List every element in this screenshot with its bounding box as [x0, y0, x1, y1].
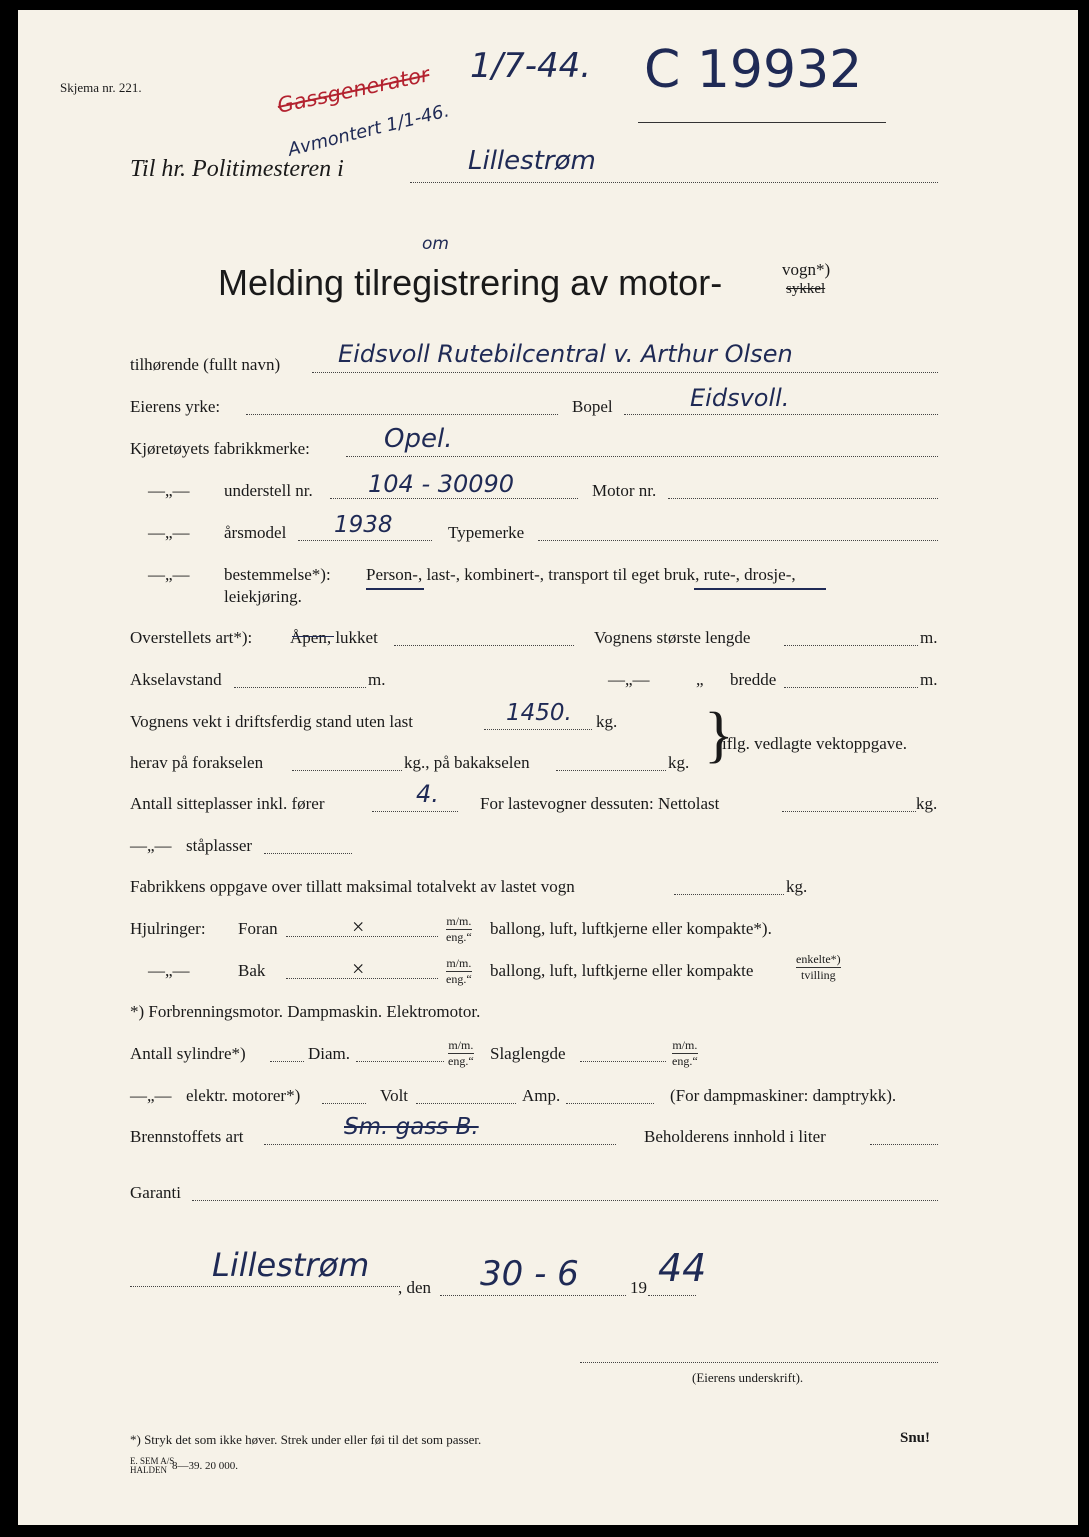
year-label: årsmodel: [224, 523, 287, 542]
max-weight-line: [674, 894, 784, 895]
addressee-value: Lillestrøm: [468, 146, 596, 176]
turn-over: Snu!: [900, 1430, 931, 1446]
steam-label: (For dampmaskiner: damptrykk).: [670, 1086, 897, 1105]
fraction-numerator: m/m.: [448, 1038, 474, 1052]
stamp-gas-generator: Gassgenerator: [275, 62, 432, 118]
stroke-line: [580, 1061, 666, 1062]
form-title: [218, 262, 722, 304]
chassis-value: 104 - 30090: [368, 470, 515, 498]
addressee-line: [410, 182, 938, 183]
fraction-numerator: m/m.: [446, 956, 472, 970]
unit-kg: kg.: [668, 753, 690, 772]
ditto-mark: —„—: [148, 565, 190, 584]
date-line: [440, 1295, 626, 1296]
elmotor-label: elektr. motorer*): [186, 1086, 301, 1105]
diam-line: [356, 1061, 444, 1062]
ditto-mark: —„—: [148, 481, 190, 500]
date-value: 30 - 6: [480, 1254, 579, 1294]
seats-line: [372, 811, 458, 812]
unit-m: m.: [920, 670, 938, 689]
max-weight-label: Fabrikkens oppgave over tillatt maksimal totalvekt av lastet vogn: [130, 877, 575, 896]
chassis-line: [330, 498, 578, 499]
front-axle-line: [292, 770, 402, 771]
residence-label: Bopel: [572, 397, 613, 416]
owner-label: tilhørende (fullt navn): [130, 355, 281, 374]
unit-kg: kg.: [596, 712, 618, 731]
front-label: Foran: [238, 919, 278, 938]
fuel-label: Brennstoffets art: [130, 1127, 244, 1146]
elmotor-line: [322, 1103, 366, 1104]
tyre-options: ballong, luft, luftkjerne eller kompakte*).: [490, 919, 772, 938]
stroke-label: Slaglengde: [490, 1044, 566, 1063]
form-page: [18, 10, 1078, 1525]
engine-types: *) Forbrenningsmotor. Dampmaskin. Elektromotor.: [130, 1002, 481, 1021]
signature-line: [580, 1362, 938, 1363]
fuel-line: [264, 1144, 616, 1145]
purpose-options: Person-, last-, kombinert-, transport til eget bruk, rute-, drosje-,: [366, 565, 796, 584]
year-value: 1938: [334, 512, 393, 538]
unit-fraction: [446, 914, 472, 945]
tank-label: Beholderens innhold i liter: [644, 1127, 826, 1146]
standing-label: ståplasser: [186, 836, 253, 855]
body-options: Åpen, lukket: [290, 628, 378, 647]
purpose-options-2: leiekjøring.: [224, 587, 302, 606]
residence-value: Eidsvoll.: [690, 384, 790, 412]
footnote: *) Stryk det som ikke høver. Strek under eller føi til det som passer.: [130, 1432, 482, 1447]
volt-label: Volt: [380, 1086, 409, 1105]
occupation-line: [246, 414, 558, 415]
unit-m: m.: [920, 628, 938, 647]
seats-value: 4.: [416, 780, 439, 808]
printer-city: HALDEN: [130, 1465, 167, 1475]
ditto-mark: —„—: [608, 670, 650, 689]
signature-label: (Eierens underskrift).: [692, 1370, 804, 1385]
freight-label: For lastevogner dessuten: Nettolast: [480, 794, 720, 813]
printer-mark: [130, 1457, 174, 1475]
unit-fraction: [672, 1038, 698, 1069]
addressee-label: Til hr. Politimesteren i: [130, 156, 344, 182]
print-run: 8—39. 20 000.: [172, 1460, 238, 1472]
fraction-denominator: eng.“: [446, 930, 472, 944]
axle-line: [234, 687, 366, 688]
fuel-value: Sm. gass B.: [344, 1114, 479, 1140]
brace: }: [704, 701, 734, 769]
form-number: Skjema nr. 221.: [60, 80, 142, 95]
seats-label: Antall sitteplasser inkl. fører: [130, 794, 325, 813]
fraction-denominator: eng.“: [672, 1054, 698, 1068]
fraction-denominator: eng.“: [448, 1054, 474, 1068]
title-vogn: vogn*): [782, 260, 831, 279]
year-line: [298, 540, 432, 541]
occupation-label: Eierens yrke:: [130, 397, 221, 416]
weight-value: 1450.: [506, 700, 572, 726]
body-label: Overstellets art*):: [130, 628, 253, 647]
registration-number: C 19932: [644, 40, 863, 100]
unit-fraction: [448, 1038, 474, 1069]
body-line: [394, 645, 574, 646]
ditto-mark: —„—: [148, 523, 190, 542]
make-line: [346, 456, 938, 457]
owner-value: Eidsvoll Rutebilcentral v. Arthur Olsen: [338, 340, 793, 368]
weight-note: iflg. vedlagte vektoppgave.: [722, 734, 908, 753]
ditto-quote: „: [696, 670, 704, 689]
front-axle-label: herav på forakselen: [130, 753, 264, 772]
guarantee-label: Garanti: [130, 1183, 181, 1202]
make-value: Opel.: [384, 424, 453, 454]
purpose-label: bestemmelse*):: [224, 565, 331, 584]
rear-label: Bak: [238, 961, 266, 980]
volt-line: [416, 1103, 516, 1104]
single-twin-fraction: [796, 952, 841, 983]
rear-axle-line: [556, 770, 666, 771]
stamp-removed: Avmontert 1/1-46.: [285, 100, 452, 161]
weight-line: [484, 729, 592, 730]
owner-line: [312, 372, 938, 373]
motor-label: Motor nr.: [592, 481, 657, 500]
fraction-numerator: m/m.: [446, 914, 472, 928]
type-label: Typemerke: [448, 523, 525, 542]
fraction-denominator: tvilling: [800, 968, 836, 982]
purpose-underline-egetbruk: [694, 588, 826, 590]
axle-label: Akselavstand: [130, 670, 222, 689]
title-insert: om: [422, 234, 449, 254]
standing-line: [264, 853, 352, 854]
length-line: [784, 645, 918, 646]
ditto-mark: —„—: [148, 961, 190, 980]
date-den: , den: [398, 1278, 432, 1297]
diam-label: Diam.: [308, 1044, 351, 1063]
place-line: [130, 1286, 400, 1287]
rims-label: Hjulringer:: [130, 919, 206, 938]
unit-m: m.: [368, 670, 386, 689]
tank-line: [870, 1144, 938, 1145]
reg-underline: [638, 122, 886, 123]
type-line: [538, 540, 938, 541]
guarantee-line: [192, 1200, 938, 1201]
stamp-date: 1/7-44.: [470, 46, 592, 86]
residence-line: [624, 414, 938, 415]
place-value: Lillestrøm: [212, 1246, 370, 1284]
body-strike: [292, 636, 334, 637]
ditto-mark: —„—: [130, 836, 172, 855]
ditto-mark: —„—: [130, 1086, 172, 1105]
title-sykkel: sykkel: [786, 281, 826, 297]
title-part-a: Melding til: [218, 262, 381, 303]
printer-name: E. SEM A/S: [130, 1456, 175, 1466]
unit-kg: kg.: [916, 794, 938, 813]
rear-axle-label: kg., på bakakselen: [404, 753, 530, 772]
motor-line: [668, 498, 938, 499]
fraction-numerator: enkelte*): [796, 952, 841, 966]
width-line: [784, 687, 918, 688]
cylinders-line: [270, 1061, 304, 1062]
times-mark: ×: [352, 956, 365, 981]
title-part-b: registrering av motor-: [380, 262, 723, 303]
times-mark: ×: [352, 914, 365, 939]
unit-fraction: [446, 956, 472, 987]
amp-label: Amp.: [522, 1086, 561, 1105]
year-suffix: 44: [658, 1246, 707, 1290]
width-label: bredde: [730, 670, 777, 689]
year-line-sig: [648, 1295, 696, 1296]
tyre-options-rear: ballong, luft, luftkjerne eller kompakte: [490, 961, 754, 980]
chassis-label: understell nr.: [224, 481, 313, 500]
freight-line: [782, 811, 916, 812]
fraction-numerator: m/m.: [672, 1038, 698, 1052]
weight-label: Vognens vekt i driftsferdig stand uten last: [130, 712, 413, 731]
cylinders-label: Antall sylindre*): [130, 1044, 246, 1063]
purpose-underline-person: [366, 588, 424, 590]
unit-kg: kg.: [786, 877, 808, 896]
make-label: Kjøretøyets fabrikkmerke:: [130, 439, 310, 458]
amp-line: [566, 1103, 654, 1104]
fraction-denominator: eng.“: [446, 972, 472, 986]
year-prefix: 19: [630, 1278, 647, 1297]
length-label: Vognens største lengde: [594, 628, 751, 647]
